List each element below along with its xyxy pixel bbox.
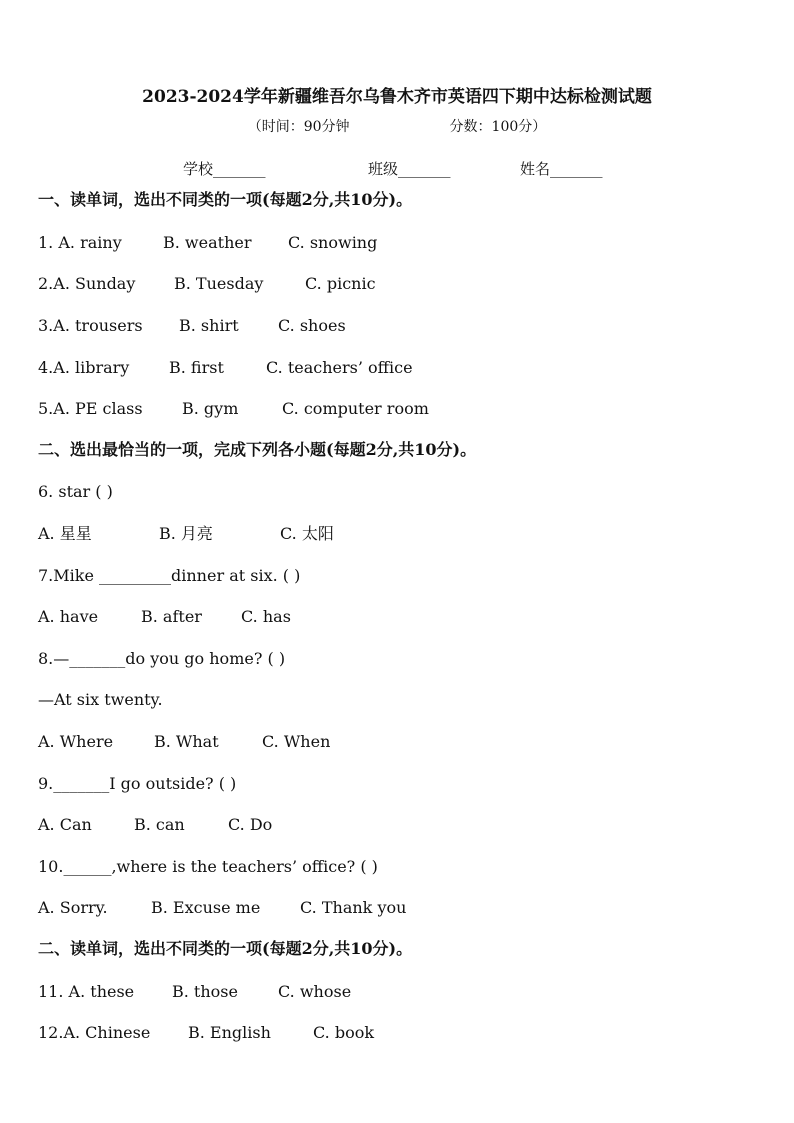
question-8-stem: 8.—_______do you go home? ( ) [38,649,286,668]
page-title: 2023-2024学年新疆维吾尔乌鲁木齐市英语四下期中达标检测试题 [142,87,652,107]
q6-option-a: A. 星星 [38,524,92,543]
q6-option-b: B. 月亮 [159,524,213,543]
q3-option-b: B. shirt [179,316,239,335]
q11-option-b: B. those [172,982,238,1001]
q8-option-c: C. When [262,732,331,751]
section-heading-1: 一、读单词，选出不同类的一项(每题2分,共10分)。 [38,190,413,209]
q2-option-b: B. Tuesday [174,274,264,293]
q1-option-b: B. weather [163,233,252,252]
q9-option-a: A. Can [38,815,92,834]
q11-option-c: C. whose [278,982,352,1001]
question-7-stem: 7.Mike _________dinner at six. ( ) [38,566,301,585]
q5-option-a: 5.A. PE class [38,399,143,418]
q10-option-c: C. Thank you [300,898,407,917]
q5-option-c: C. computer room [282,399,429,418]
exam-meta [0,118,794,136]
question-6-stem: 6. star ( ) [38,482,113,501]
q8-option-b: B. What [154,732,219,751]
q4-option-a: 4.A. library [38,358,130,377]
q1-option-c: C. snowing [288,233,378,252]
q3-option-a: 3.A. trousers [38,316,143,335]
total-score: 分数：100分） [449,119,547,135]
q1-option-a: 1. A. rainy [38,233,122,252]
name-field[interactable]: 姓名_______ [520,160,603,178]
q3-option-c: C. shoes [278,316,346,335]
q9-option-c: C. Do [228,815,273,834]
section-heading-2: 二、选出最恰当的一项，完成下列各小题(每题2分,共10分)。 [38,440,477,459]
class-field[interactable]: 班级_______ [368,160,451,178]
q12-option-a: 12.A. Chinese [38,1023,151,1042]
question-10-stem: 10.______,where is the teachers’ office? ( ) [38,857,378,876]
q10-option-b: B. Excuse me [151,898,261,917]
q7-option-b: B. after [141,607,202,626]
q12-option-c: C. book [313,1023,375,1042]
school-field[interactable]: 学校_______ [183,160,266,178]
q2-option-c: C. picnic [305,274,376,293]
q7-option-c: C. has [241,607,291,626]
time-limit: （时间：90分钟 [247,119,350,135]
q2-option-a: 2.A. Sunday [38,274,136,293]
question-8-reply: —At six twenty. [38,690,163,709]
q6-option-c: C. 太阳 [280,524,334,543]
q10-option-a: A. Sorry. [38,898,108,917]
q12-option-b: B. English [188,1023,271,1042]
q8-option-a: A. Where [38,732,114,751]
q7-option-a: A. have [38,607,99,626]
question-9-stem: 9._______I go outside? ( ) [38,774,237,793]
section-heading-3: 二、读单词，选出不同类的一项(每题2分,共10分)。 [38,939,413,958]
q11-option-a: 11. A. these [38,982,135,1001]
q9-option-b: B. can [134,815,185,834]
q5-option-b: B. gym [182,399,239,418]
q4-option-c: C. teachers’ office [266,358,413,377]
q4-option-b: B. first [169,358,224,377]
